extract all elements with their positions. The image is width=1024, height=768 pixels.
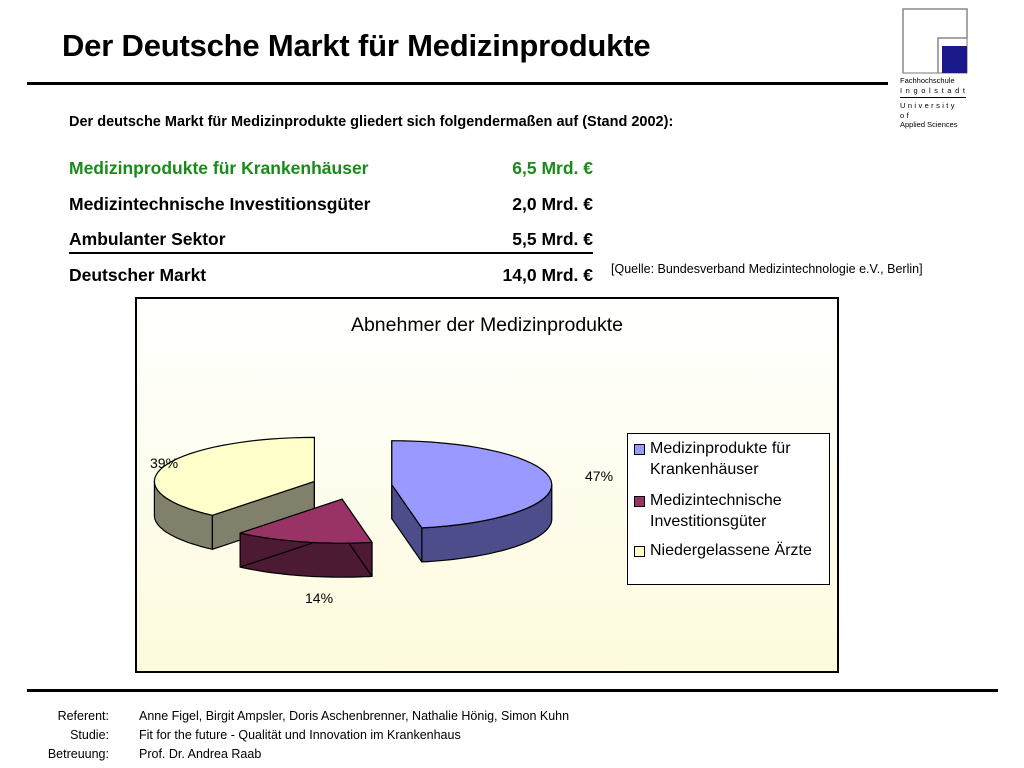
footer-rule [27,689,998,692]
university-line-2: Ingolstadt [900,85,969,95]
legend-label-line: Medizinprodukte für [650,440,791,457]
data-label-slice-1: 47% [585,468,614,484]
legend-swatch-investment [634,496,645,507]
market-row-ambulant [69,229,593,254]
footer-label-referent: Referent: [57,709,109,723]
chart-legend [627,433,830,585]
legend-label-line: Niedergelassene Ärzte [650,542,812,559]
market-row-value: 14,0 Mrd. € [502,265,593,285]
market-row-value: 5,5 Mrd. € [512,229,593,249]
university-line-4: Applied Sciences [900,120,958,129]
university-line-3: University of [900,101,957,120]
market-row-label: Ambulanter Sektor [69,229,226,249]
market-row-label: Medizintechnische Investitionsgüter [69,194,371,214]
data-label-slice-3: 39% [150,455,179,471]
footer-value-referent: Anne Figel, Birgit Ampsler, Doris Aschenbrenner, Nathalie Hönig, Simon Kuhn [139,709,570,723]
footer-label-study: Studie: [70,728,109,742]
footer-label-supervisor: Betreuung: [47,747,109,761]
legend-label-line: Krankenhäuser [650,461,759,478]
university-line-1: Fachhochschule [900,76,955,85]
intro-text: Der deutsche Markt für Medizinprodukte gliedert sich folgendermaßen auf (Stand 2002): [69,114,674,130]
market-row-value: 6,5 Mrd. € [512,158,593,178]
market-row-label: Medizinprodukte für Krankenhäuser [69,158,369,178]
footer-value-study: Fit for the future - Qualität und Innovation im Krankenhaus [139,728,461,742]
footer-labels [20,707,109,764]
footer-values [139,707,569,764]
university-logo [902,8,968,74]
source-citation: [Quelle: Bundesverband Medizintechnologie e.V., Berlin] [611,262,923,276]
footer-value-supervisor: Prof. Dr. Andrea Raab [139,747,262,761]
pie-chart [135,297,839,673]
data-label-slice-2: 14% [305,590,334,606]
title-underline [27,82,888,85]
university-name [900,76,970,130]
legend-swatch-doctors [634,546,645,557]
university-separator [900,97,966,98]
chart-title: Abnehmer der Medizinprodukte [350,314,624,336]
market-row-label: Deutscher Markt [69,265,207,285]
legend-label-line: Investitionsgüter [650,513,767,530]
page-title: Der Deutsche Markt für Medizinprodukte [62,28,651,63]
market-row-value: 2,0 Mrd. € [512,194,593,214]
legend-swatch-hospital [634,444,645,455]
legend-label-line: Medizintechnische [650,492,782,509]
